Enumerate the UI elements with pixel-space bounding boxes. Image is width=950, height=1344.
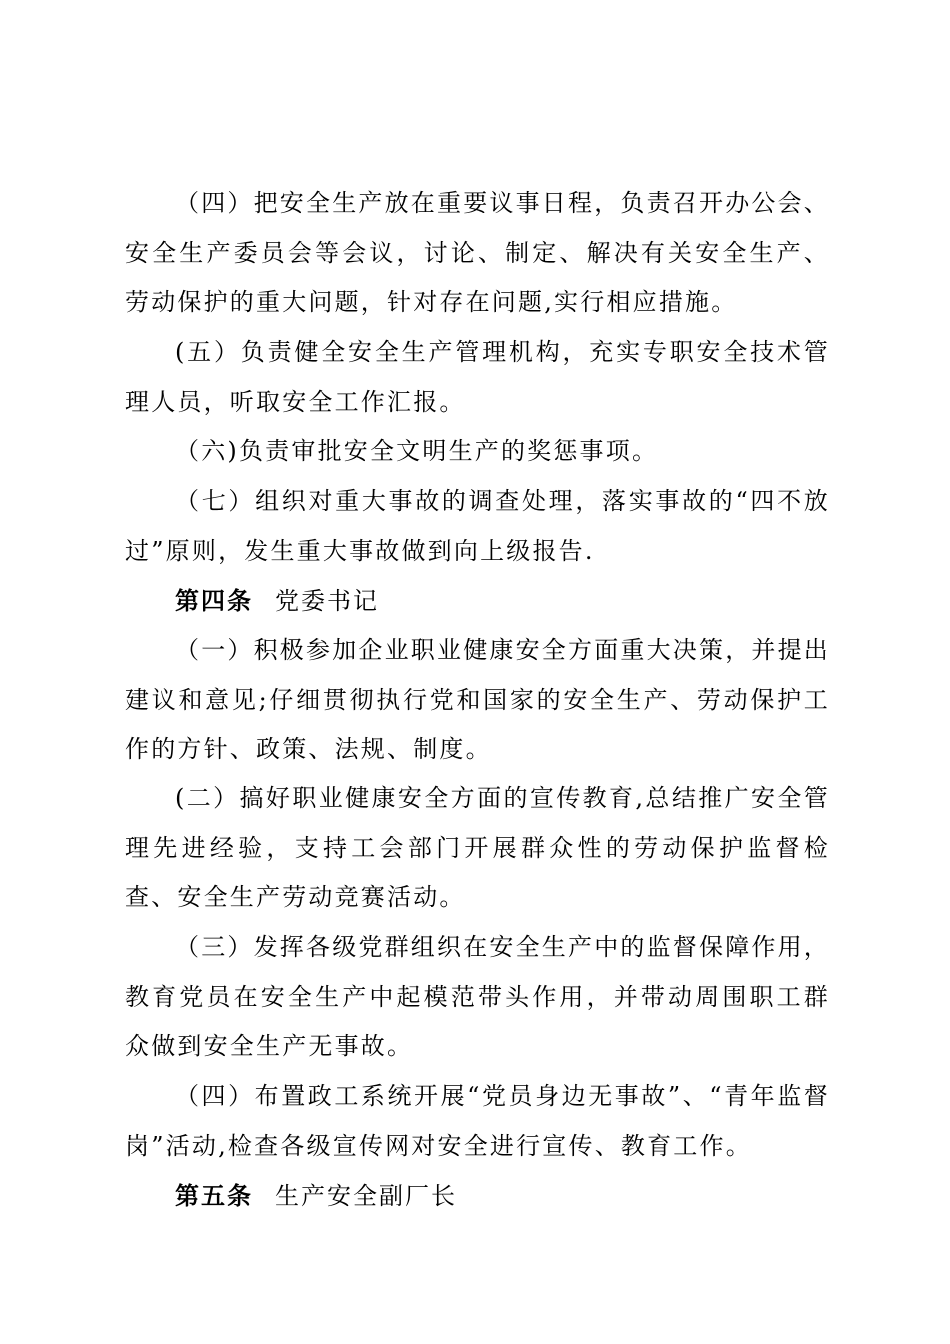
article-4-number: 第四条 bbox=[175, 586, 253, 615]
paragraph-item-3-supervision: （三）发挥各级党群组织在安全生产中的监督保障作用，教育党员在安全生产中起模范带头作用，并带动周围职工群众做到安全生产无事故。 bbox=[125, 933, 830, 1060]
paragraph-item-5-organization: (五）负责健全安全生产管理机构，充实专职安全技术管理人员，听取安全工作汇报。 bbox=[125, 338, 830, 416]
article-5-title: 生产安全副厂长 bbox=[275, 1182, 457, 1210]
paragraph-item-2-publicity: (二）搞好职业健康安全方面的宣传教育,总结推广安全管理先进经验，支持工会部门开展群众性的劳动保护监督检查、安全生产劳动竞赛活动。 bbox=[125, 784, 830, 911]
article-4-title: 党委书记 bbox=[275, 587, 379, 615]
paragraph-item-7-accident: （七）组织对重大事故的调查处理，落实事故的“四不放过”原则，发生重大事故做到向上级报告. bbox=[125, 487, 830, 565]
article-5-number: 第五条 bbox=[175, 1181, 253, 1210]
article-5-heading bbox=[175, 1171, 457, 1222]
paragraph-item-6-rewards: （六)负责审批安全文明生产的奖惩事项。 bbox=[175, 437, 659, 465]
paragraph-item-4-activities: （四）布置政工系统开展“党员身边无事故”、“青年监督岗”活动,检查各级宣传网对安全进行宣传、教育工作。 bbox=[125, 1082, 830, 1160]
paragraph-item-4-agenda: （四）把安全生产放在重要议事日程，负责召开办公会、安全生产委员会等会议，讨论、制定、解决有关安全生产、劳动保护的重大问题，针对存在问题,实行相应措施。 bbox=[125, 189, 830, 316]
article-4-heading bbox=[175, 576, 379, 627]
paragraph-item-1-decisions: （一）积极参加企业职业健康安全方面重大决策，并提出建议和意见;仔细贯彻执行党和国家的安全生产、劳动保护工作的方针、政策、法规、制度。 bbox=[125, 636, 830, 763]
